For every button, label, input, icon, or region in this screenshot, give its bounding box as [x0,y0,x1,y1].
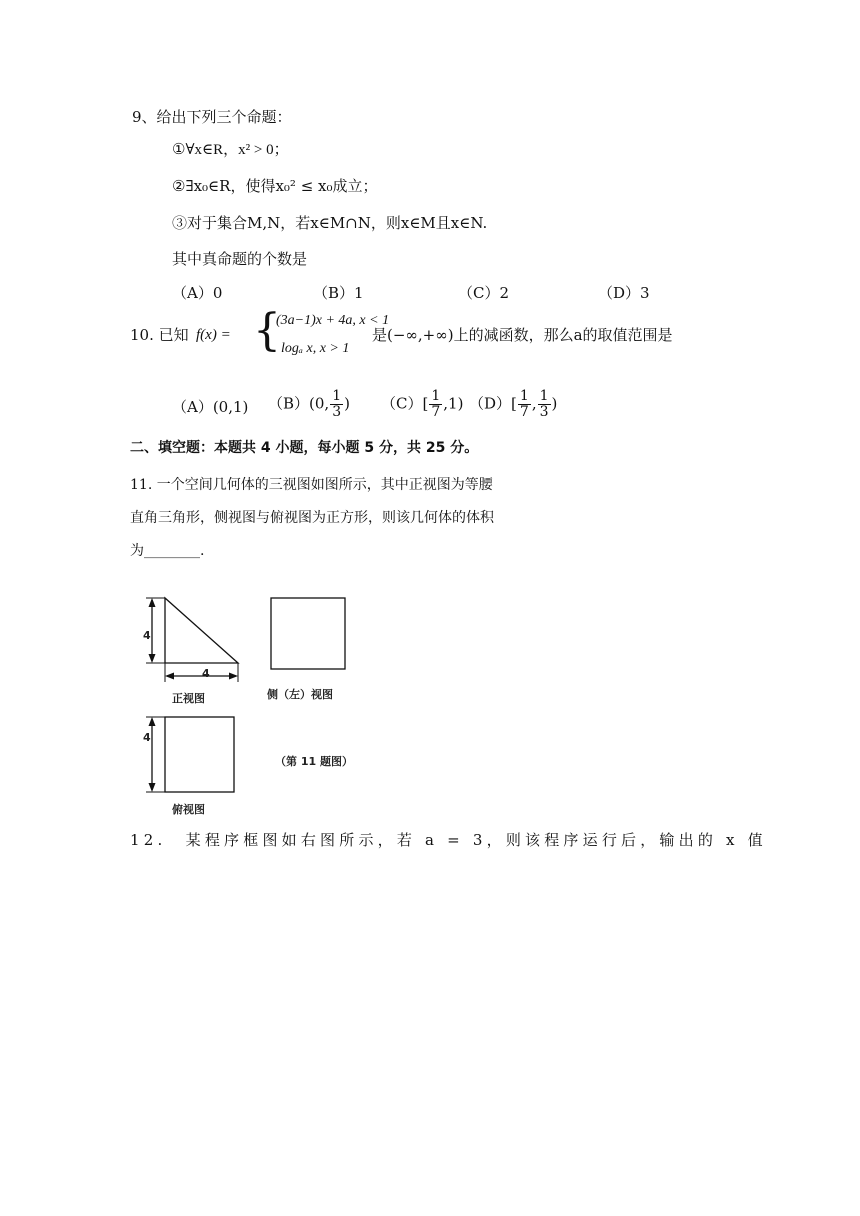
side-view-square [271,598,345,669]
q9-option-a: （A）0 [172,284,223,302]
q11-line-2: 直角三角形，侧视图与俯视图为正方形，则该几何体的体积 [130,510,494,526]
q10-option-d: （D）[ $\frac{1}{7}$ , $\frac{1}{3}$ ) [469,388,558,420]
q10-case-1: (3a−1)x + 4a, x < 1 [276,313,390,328]
q9-option-d: （D）3 [598,284,650,302]
q10-option-b: （B）(0, $\frac{1}{3}$ ) [268,388,350,420]
top-view [146,717,234,792]
q11-line-3: 为________. [130,543,205,559]
front-width-arrow-left [165,673,174,680]
q10-case-2: logₐ x, x > 1 [281,341,350,356]
top-height-arrow-top [149,717,156,726]
q10-lead: 10. 已知 [130,326,189,344]
top-height-arrow-bottom [149,783,156,792]
q10-function-name: f(x) = [196,327,231,343]
front-width-value: 4 [202,667,210,680]
q10-option-a: （A）(0,1) [172,398,249,416]
q10-condition: 是(−∞,+∞)上的减函数，那么a的取值范围是 [372,326,673,344]
front-view-triangle [165,598,238,663]
front-height-value: 4 [143,629,151,642]
front-height-arrow-bottom [149,654,156,663]
q9-proposition-3: ③对于集合M,N，若x∈M∩N，则x∈M且x∈N. [172,214,488,232]
q11-line-1: 11. 一个空间几何体的三视图如图所示，其中正视图为等腰 [130,477,493,493]
front-view [146,598,238,682]
q10-piecewise-brace: { [253,305,281,356]
q9-proposition-1: ①∀x∈R，x² > 0； [172,142,289,158]
top-height-value: 4 [143,731,151,744]
top-view-square [165,717,234,792]
q9-stem: 9、给出下列三个命题： [132,108,292,126]
three-view-figure [130,585,390,820]
front-view-label: 正视图 [172,692,205,705]
q9-option-c: （C）2 [458,284,510,302]
figure-caption: （第 11 题图） [275,755,353,768]
top-view-label: 俯视图 [172,803,205,816]
q9-proposition-2: ②∃x₀∈R，使得x₀² ≤ x₀成立； [172,177,378,195]
q9-question: 其中真命题的个数是 [172,250,308,268]
front-height-arrow-top [149,598,156,607]
q9-option-b: （B）1 [313,284,364,302]
side-view-label: 侧（左）视图 [267,688,333,701]
q10-option-c: （C）[ $\frac{1}{7}$ ,1) [381,388,464,420]
q12-text: 12. 某程序框图如右图所示，若 a = 3，则该程序运行后，输出的 x 值 [130,831,767,849]
section-heading: 二、填空题：本题共 4 小题，每小题 5 分，共 25 分。 [130,440,479,456]
front-width-arrow-right [229,673,238,680]
